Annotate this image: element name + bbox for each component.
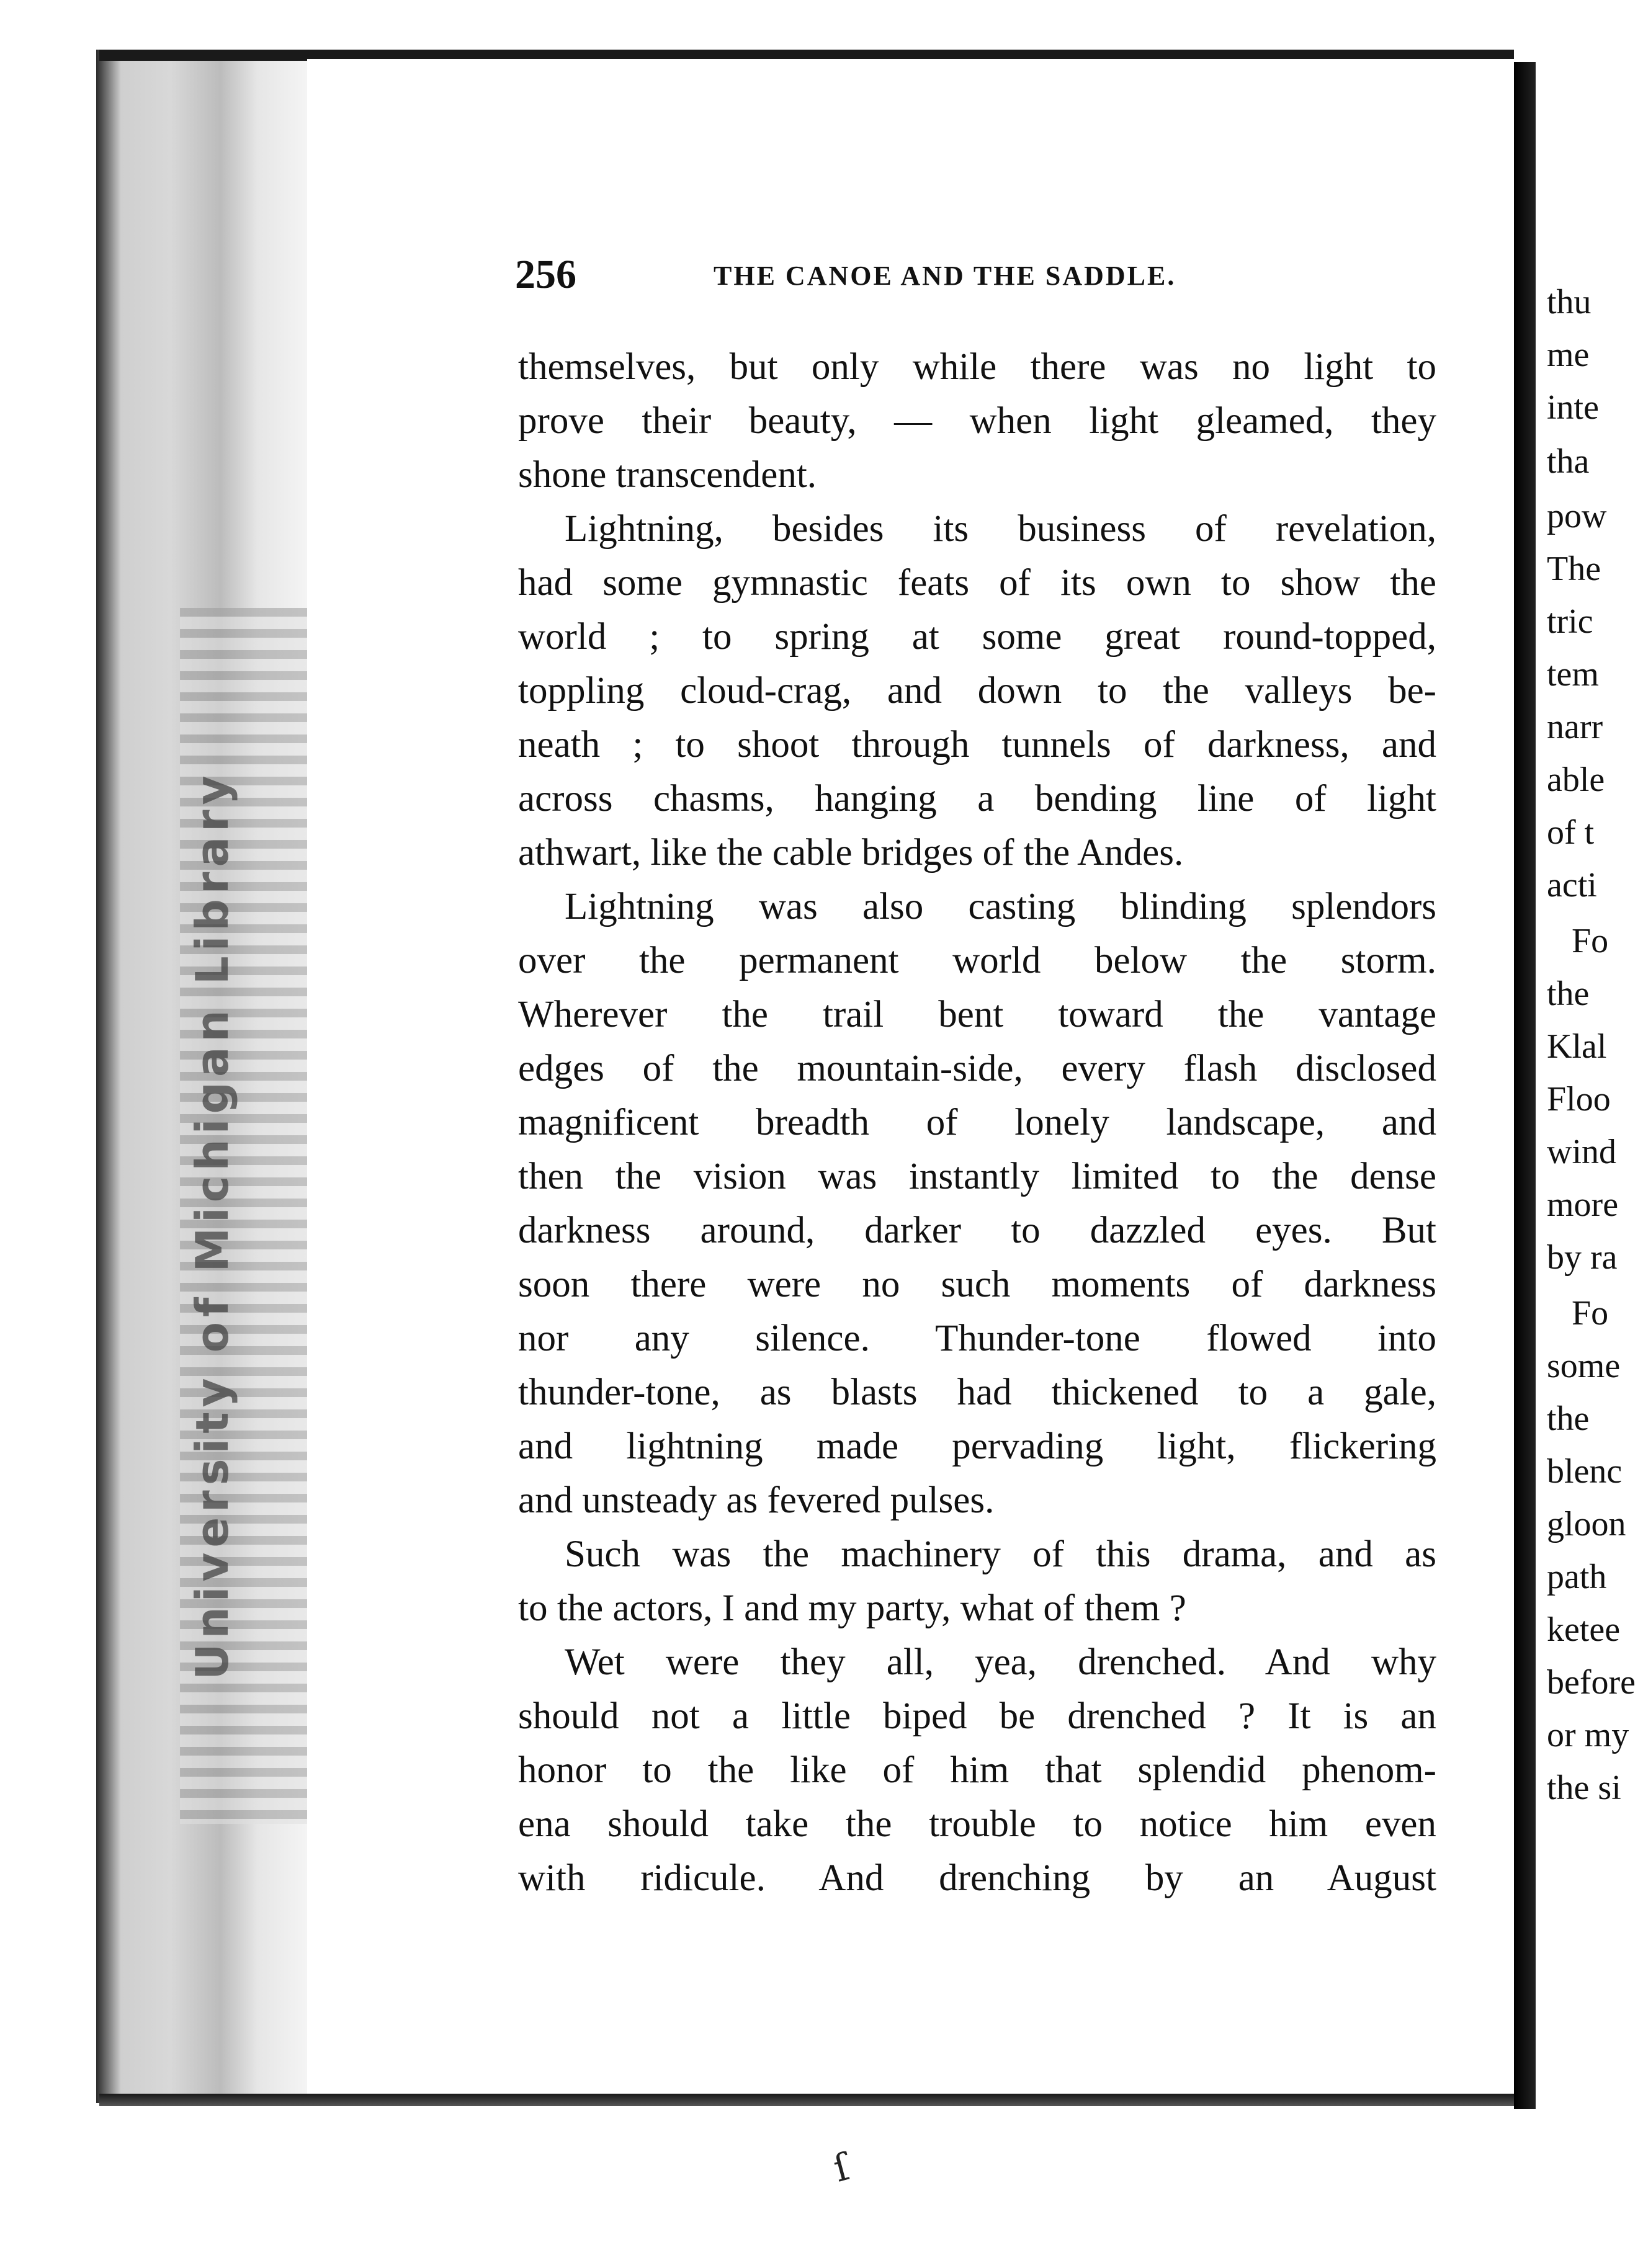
- facing-page-line: ketee: [1547, 1610, 1621, 1649]
- text-line: darkness around, darker to dazzled eyes. But: [518, 1210, 1436, 1251]
- text-line: magnificent breadth of lonely landscape, and: [518, 1102, 1436, 1143]
- facing-page-line: more: [1547, 1185, 1619, 1224]
- facing-page-line: tric: [1547, 602, 1593, 641]
- text-line: with ridicule. And drenching by an August: [518, 1857, 1436, 1899]
- text-line: soon there were no such moments of darkness: [518, 1264, 1436, 1305]
- facing-page-line: gloon: [1547, 1505, 1626, 1543]
- facing-page-line: The: [1547, 550, 1601, 588]
- text-line: athwart, like the cable bridges of the Andes.: [518, 832, 1184, 873]
- facing-page-line: by ra: [1547, 1238, 1618, 1277]
- text-line: honor to the like of him that splendid phenom-: [518, 1749, 1436, 1791]
- text-line: and unsteady as fevered pulses.: [518, 1480, 995, 1521]
- text-line: world ; to spring at some great round-topped,: [518, 616, 1436, 658]
- running-head: THE CANOE AND THE SADDLE.: [714, 261, 1176, 291]
- facing-page-line: tha: [1547, 442, 1590, 481]
- facing-page-line: path: [1547, 1558, 1607, 1596]
- facing-page-line: Fo: [1572, 922, 1609, 960]
- facing-page-line: narr: [1547, 708, 1603, 746]
- facing-page-line: Klal: [1547, 1027, 1607, 1066]
- text-line: Lightning, besides its business of revelation,: [565, 508, 1436, 550]
- page-number: 256: [515, 252, 576, 297]
- facing-page-line: inte: [1547, 388, 1599, 427]
- stray-mark: ſ: [829, 2145, 854, 2191]
- facing-page-line: acti: [1547, 866, 1597, 904]
- text-line: nor any silence. Thunder-tone flowed into: [518, 1318, 1436, 1359]
- text-line: across chasms, hanging a bending line of light: [518, 778, 1436, 819]
- facing-page-line: the: [1547, 1400, 1590, 1438]
- text-line: and lightning made pervading light, flickering: [518, 1426, 1436, 1467]
- facing-page-line: tem: [1547, 655, 1599, 694]
- bottom-border: [99, 2094, 1514, 2106]
- text-line: neath ; to shoot through tunnels of darkness, and: [518, 724, 1436, 766]
- text-line: Lightning was also casting blinding splendors: [565, 886, 1436, 927]
- text-line: should not a little biped be drenched ? It is an: [518, 1695, 1436, 1737]
- facing-page-line: or my: [1547, 1716, 1629, 1754]
- text-line: over the permanent world below the storm.: [518, 940, 1436, 981]
- facing-page: [1536, 62, 1643, 2109]
- text-line: Wherever the trail bent toward the vantage: [518, 994, 1436, 1035]
- facing-page-line: the: [1547, 975, 1590, 1013]
- facing-page-line: able: [1547, 761, 1605, 799]
- library-stamp: University of Michigan Library: [186, 770, 238, 1680]
- text-line: had some gymnastic feats of its own to show the: [518, 562, 1436, 604]
- text-line: shone transcendent.: [518, 454, 817, 496]
- text-line: then the vision was instantly limited to the dense: [518, 1156, 1436, 1197]
- text-line: edges of the mountain-side, every flash disclosed: [518, 1048, 1436, 1089]
- page-header: [515, 251, 1278, 301]
- gutter-shadow: [1514, 62, 1536, 2109]
- text-line: to the actors, I and my party, what of them ?: [518, 1587, 1186, 1629]
- facing-page-line: wind: [1547, 1133, 1616, 1171]
- text-line: prove their beauty, — when light gleamed, they: [518, 400, 1436, 442]
- facing-page-line: of t: [1547, 813, 1595, 852]
- facing-page-line: me: [1547, 336, 1590, 374]
- facing-page-line: pow: [1547, 497, 1607, 535]
- text-line: ena should take the trouble to notice him even: [518, 1803, 1436, 1845]
- facing-page-line: Floo: [1547, 1080, 1611, 1118]
- text-line: toppling cloud-crag, and down to the valleys be-: [518, 670, 1436, 712]
- text-line: thunder-tone, as blasts had thickened to a gale,: [518, 1372, 1436, 1413]
- text-line: Wet were they all, yea, drenched. And why: [565, 1641, 1436, 1683]
- facing-page-line: blenc: [1547, 1452, 1623, 1491]
- text-line: Such was the machinery of this drama, and as: [565, 1534, 1436, 1575]
- facing-page-line: some: [1547, 1347, 1621, 1385]
- facing-page-line: thu: [1547, 283, 1592, 321]
- facing-page-line: the si: [1547, 1769, 1621, 1807]
- facing-page-line: Fo: [1572, 1294, 1609, 1333]
- body-text: [518, 340, 1436, 1905]
- facing-page-line: before: [1547, 1663, 1636, 1702]
- text-line: themselves, but only while there was no light to: [518, 346, 1436, 388]
